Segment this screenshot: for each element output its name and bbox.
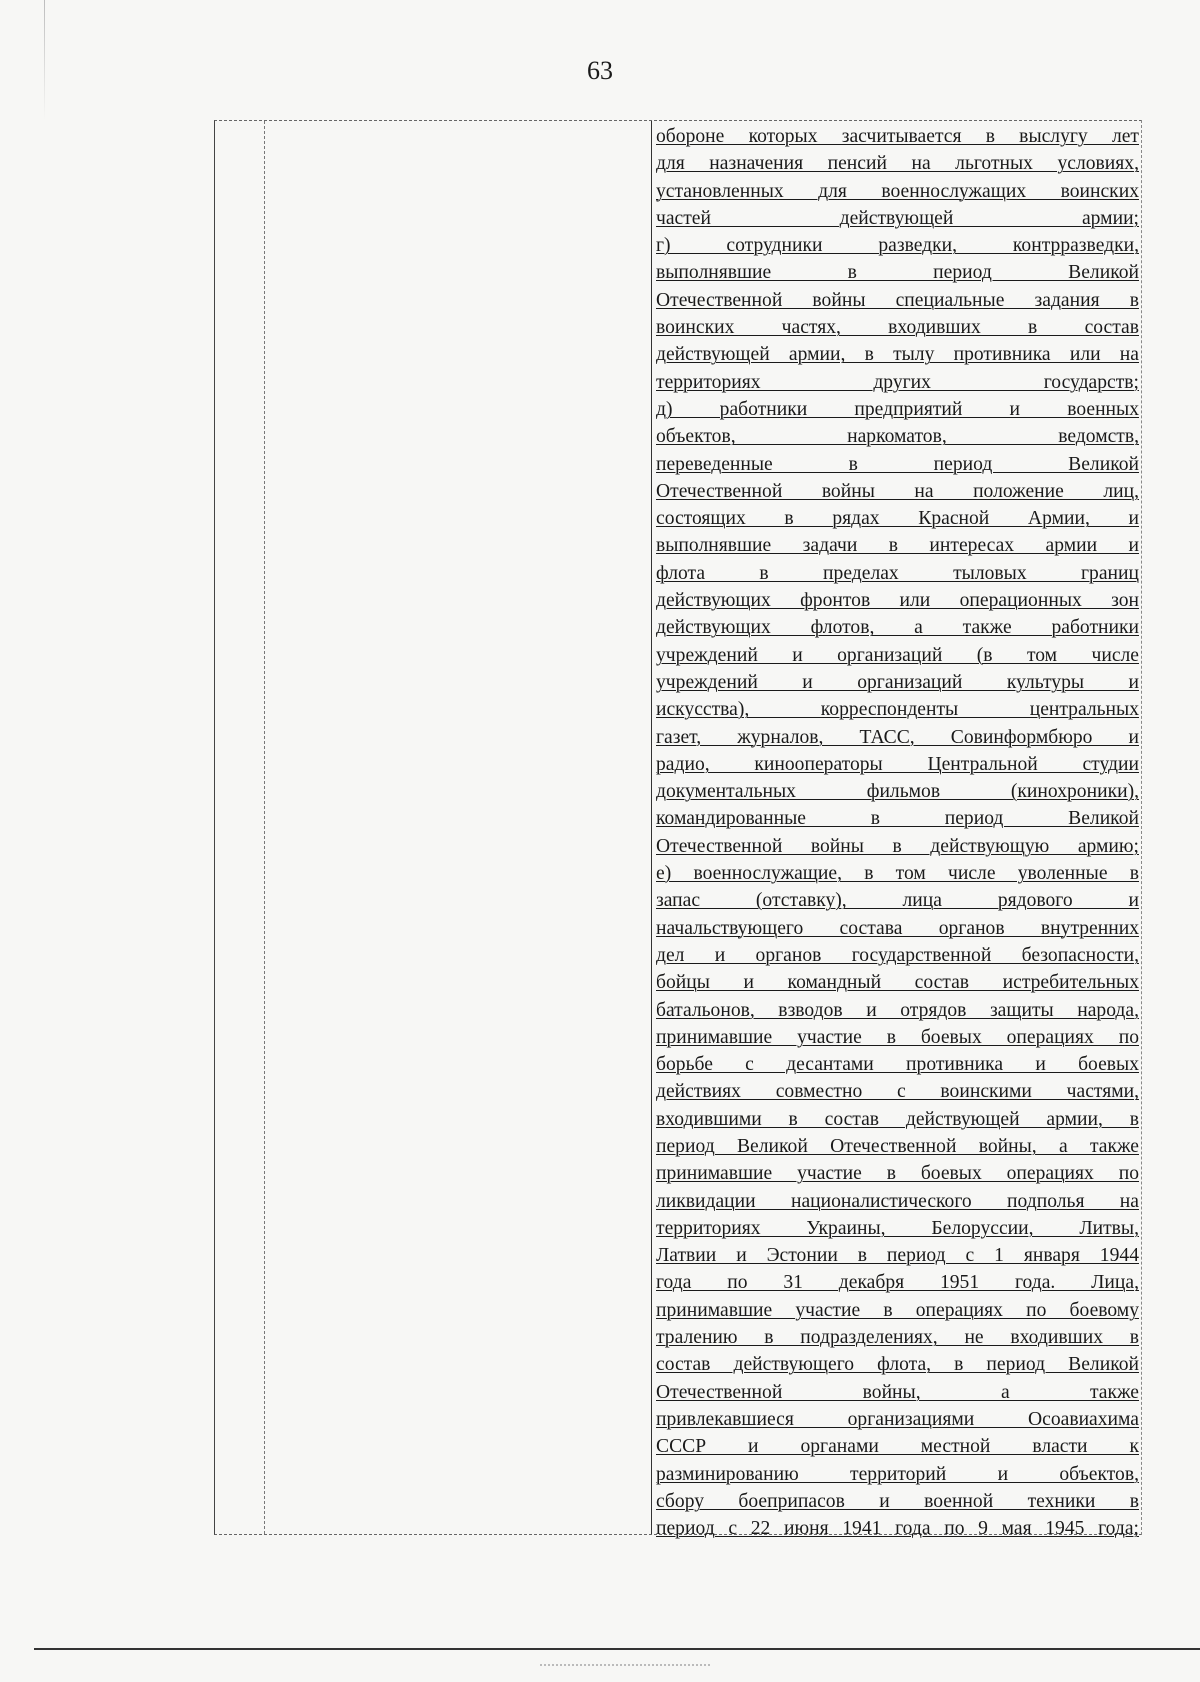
paragraph-line: СССР и органами местной власти к [656,1436,1139,1458]
paragraph-line: период Великой Отечественной войны, а также [656,1135,1139,1157]
paragraph-line: Отечественной войны специальные задания в [656,289,1139,311]
paragraph-line: воинских частях, входивших в состав [656,317,1139,339]
paragraph-line: принимавшие участие в операциях по боевому [656,1299,1139,1321]
paragraph-line: привлекавшиеся организациями Осоавиахима [656,1408,1139,1430]
paragraph-line: Отечественной войны на положение лиц, [656,480,1139,502]
paragraph-line: начальствующего состава органов внутренних [656,917,1139,939]
paragraph-line: батальонов, взводов и отрядов защиты народа, [656,999,1139,1021]
paragraph-line: запас (отставку), лица рядового и [656,890,1139,912]
document-table [214,120,1142,1540]
paragraph-line: д) работники предприятий и военных [656,398,1139,420]
column-divider-2 [651,121,652,1534]
paragraph-line: дел и органов государственной безопасности, [656,944,1139,966]
paragraph-line: действующей армии, в тылу противника или на [656,344,1139,366]
footer-rule [34,1648,1200,1650]
paragraph-line: года по 31 декабря 1951 года. Лица, [656,1272,1139,1294]
paragraph-line: борьбе с десантами противника и боевых [656,1054,1139,1076]
paragraph-line: Отечественной войны в действующую армию; [656,835,1139,857]
paragraph-line: учреждений и организаций (в том числе [656,644,1139,666]
paragraph-line: действующих флотов, а также работники [656,617,1139,639]
paragraph-line: Отечественной войны, а также [656,1381,1139,1403]
paragraph-line: установленных для военнослужащих воинских [656,180,1139,202]
paragraph-line: е) военнослужащие, в том числе уволенные в [656,863,1139,885]
column-divider-1 [264,121,266,1534]
paragraph-line: г) сотрудники разведки, контрразведки, [656,235,1139,257]
paragraph-line: обороне которых засчитывается в выслугу лет [656,126,1139,147]
paragraph-line: состав действующего флота, в период Великой [656,1354,1139,1376]
paragraph-line: разминированию территорий и объектов, [656,1463,1139,1485]
paragraph-line: выполнявшие в период Великой [656,262,1139,284]
paragraph-line: газет, журналов, ТАСС, Совинформбюро и [656,726,1139,748]
paragraph-line: объектов, наркоматов, ведомств, [656,426,1139,448]
paragraph-line: тралению в подразделениях, не входивших в [656,1327,1139,1349]
table-cell-text [656,123,1139,1542]
paragraph-line: действующих фронтов или операционных зон [656,590,1139,612]
paragraph-line: выполнявшие задачи в интересах армии и [656,535,1139,557]
paragraph-line: искусства), корреспонденты центральных [656,699,1139,721]
paragraph-line: флота в пределах тыловых границ [656,562,1139,584]
paragraph-line: территориях других государств; [656,371,1139,393]
paragraph-line: документальных фильмов (кинохроники), [656,781,1139,803]
paragraph-line: принимавшие участие в боевых операциях по [656,1163,1139,1185]
paragraph-line: для назначения пенсий на льготных условиях, [656,153,1139,175]
paragraph-line: состоящих в рядах Красной Армии, и [656,508,1139,530]
paragraph-line: переведенные в период Великой [656,453,1139,475]
page-number: 63 [587,56,613,85]
paragraph-line: бойцы и командный состав истребительных [656,972,1139,994]
paragraph-line: командированные в период Великой [656,808,1139,830]
paragraph-line: сбору боеприпасов и военной техники в [656,1490,1139,1512]
paragraph-line: действиях совместно с воинскими частями, [656,1081,1139,1103]
paragraph-line: радио, кинооператоры Центральной студии [656,753,1139,775]
paragraph-line: Латвии и Эстонии в период с 1 января 1944 [656,1245,1139,1267]
paragraph-line: период с 22 июня 1941 года по 9 мая 1945 года; [656,1518,1139,1540]
footer-scan-mark [540,1664,710,1666]
paragraph-line: частей действующей армии; [656,207,1139,229]
paragraph-line: территориях Украины, Белоруссии, Литвы, [656,1217,1139,1239]
paragraph-line: учреждений и организаций культуры и [656,671,1139,693]
paragraph-line: входившими в состав действующей армии, в [656,1108,1139,1130]
paragraph-line: ликвидации националистического подполья на [656,1190,1139,1212]
paragraph-line: принимавшие участие в боевых операциях по [656,1026,1139,1048]
